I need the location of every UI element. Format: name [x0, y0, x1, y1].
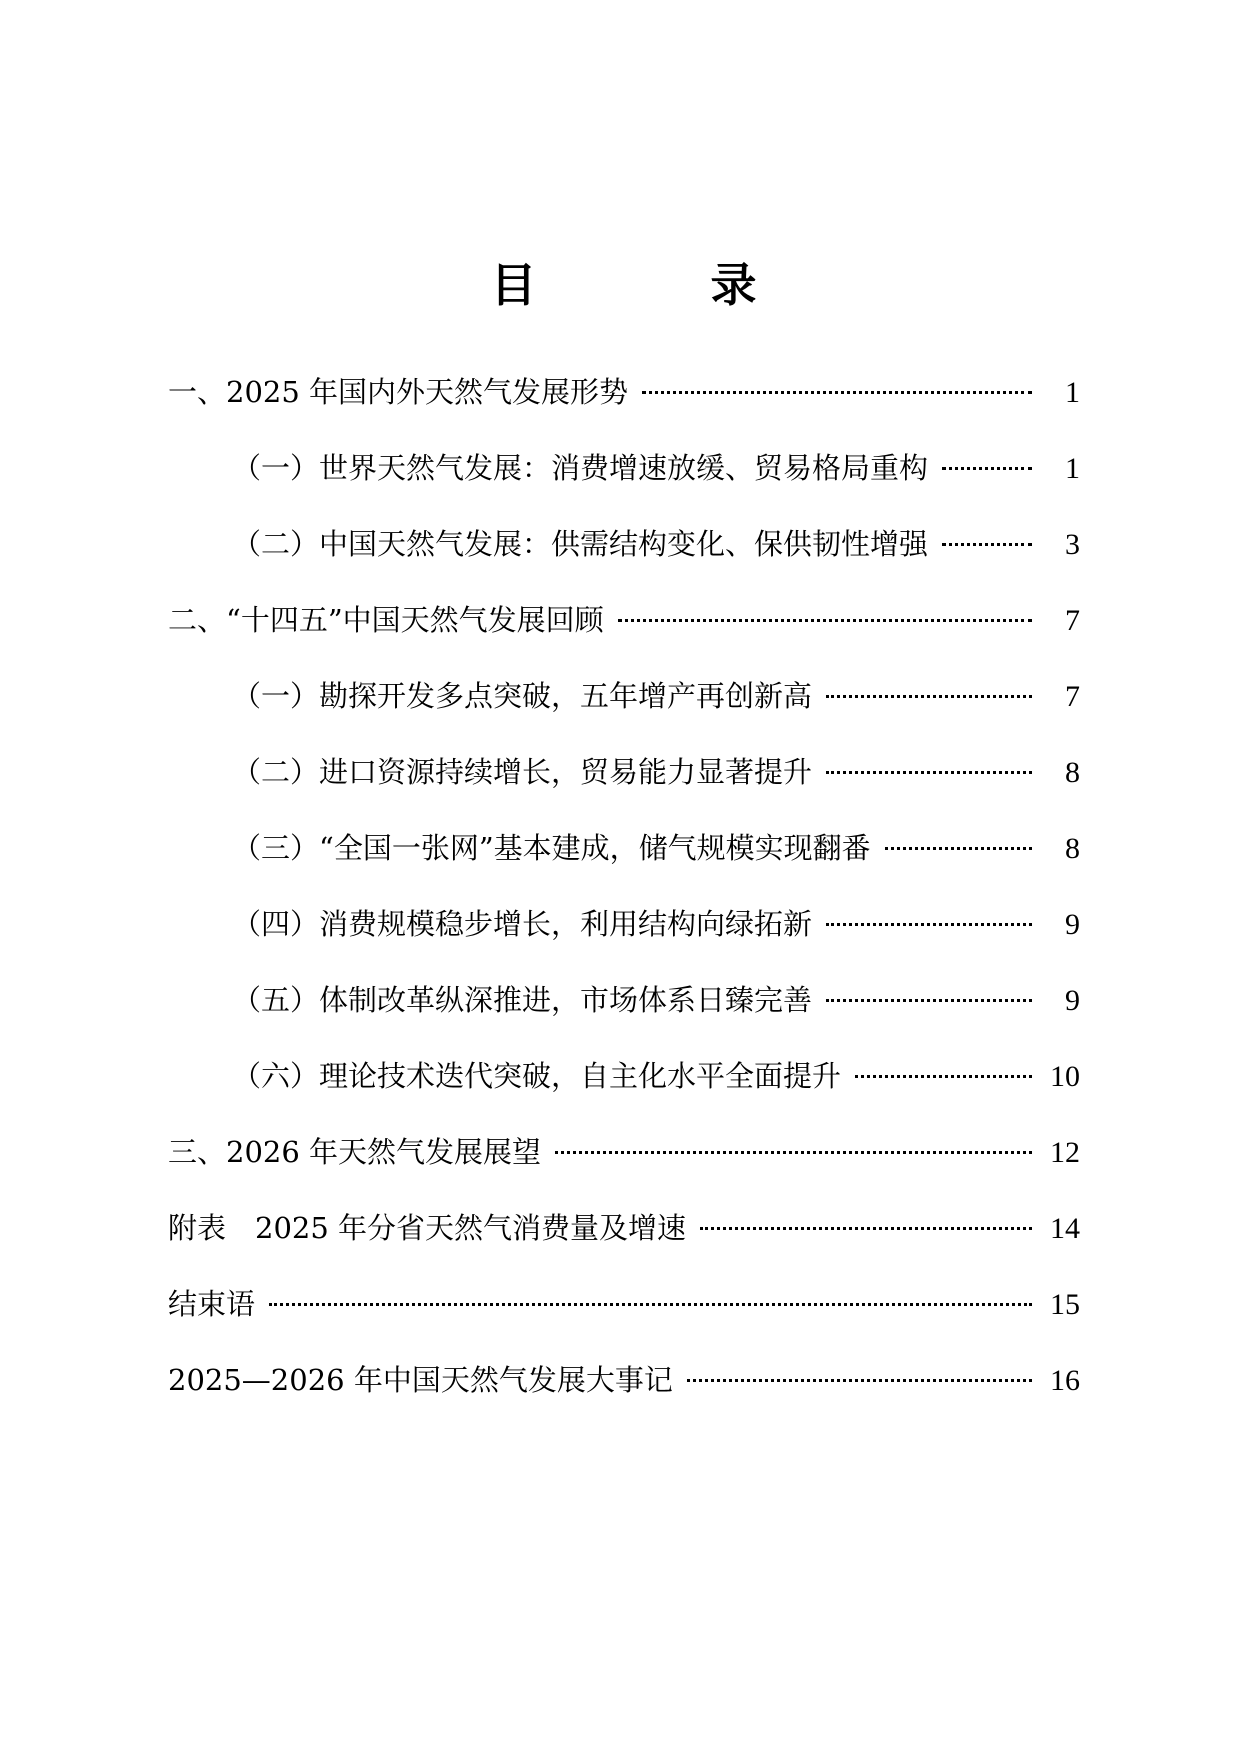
- dot-leader: [642, 391, 1032, 394]
- toc-entry[interactable]: [168, 372, 1080, 448]
- toc-entry-label: 二、“十四五”中国天然气发展回顾: [168, 603, 604, 637]
- toc-page-number: 16: [1050, 1364, 1080, 1397]
- toc-entry-label: （二）进口资源持续增长，贸易能力显著提升: [232, 755, 813, 789]
- toc-page-number: 10: [1050, 1060, 1080, 1093]
- toc-entry-label: （一）勘探开发多点突破，五年增产再创新高: [232, 679, 813, 713]
- dot-leader: [826, 695, 1032, 698]
- toc-entry-label: （三）“全国一张网”基本建成，储气规模实现翻番: [232, 831, 871, 865]
- dot-leader: [618, 619, 1032, 622]
- toc-entry-label: （一）世界天然气发展：消费增速放缓、贸易格局重构: [232, 451, 929, 485]
- toc-entry-label: 结束语: [168, 1287, 256, 1321]
- toc-page-number: 12: [1050, 1136, 1080, 1169]
- toc-page-number: 8: [1065, 756, 1080, 789]
- toc-page-number: 1: [1065, 452, 1080, 485]
- toc-entry-label: （四）消费规模稳步增长，利用结构向绿拓新: [232, 907, 813, 941]
- dot-leader: [855, 1075, 1032, 1078]
- dot-leader: [555, 1151, 1032, 1154]
- toc-entry[interactable]: [168, 752, 1080, 828]
- toc-entry-label: （五）体制改革纵深推进，市场体系日臻完善: [232, 983, 813, 1017]
- dot-leader: [826, 923, 1032, 926]
- dot-leader: [942, 543, 1032, 546]
- toc-entry[interactable]: [168, 1360, 1080, 1436]
- toc-page-number: 9: [1065, 908, 1080, 941]
- dot-leader: [687, 1379, 1032, 1382]
- toc-entry-label: 2025—2026 年中国天然气发展大事记: [168, 1363, 673, 1397]
- dot-leader: [885, 847, 1032, 850]
- toc-entry[interactable]: [168, 1132, 1080, 1208]
- dot-leader: [269, 1303, 1032, 1306]
- toc-page-number: 7: [1065, 680, 1080, 713]
- toc-page-number: 3: [1065, 528, 1080, 561]
- toc-entry[interactable]: [168, 1056, 1080, 1132]
- toc-page-number: 1: [1065, 376, 1080, 409]
- toc-entry[interactable]: [168, 1208, 1080, 1284]
- toc-entry[interactable]: [168, 1284, 1080, 1360]
- toc-entry[interactable]: [168, 448, 1080, 524]
- dot-leader: [700, 1227, 1032, 1230]
- toc-entry-label: （二）中国天然气发展：供需结构变化、保供韧性增强: [232, 527, 929, 561]
- toc-entry-label: 三、2026 年天然气发展展望: [168, 1135, 542, 1169]
- toc-entry[interactable]: [168, 676, 1080, 752]
- toc-entry[interactable]: [168, 980, 1080, 1056]
- toc-page-number: 9: [1065, 984, 1080, 1017]
- page-title: 目 录: [490, 258, 821, 312]
- toc-page-number: 7: [1065, 604, 1080, 637]
- toc-entry[interactable]: [168, 600, 1080, 676]
- toc-entry-label: 附表 2025 年分省天然气消费量及增速: [168, 1211, 687, 1245]
- dot-leader: [826, 771, 1032, 774]
- toc-entry-label: （六）理论技术迭代突破，自主化水平全面提升: [232, 1059, 842, 1093]
- toc-entry[interactable]: [168, 828, 1080, 904]
- toc-entry-label: 一、2025 年国内外天然气发展形势: [168, 375, 629, 409]
- toc-page-number: 14: [1050, 1212, 1080, 1245]
- toc-entry[interactable]: [168, 904, 1080, 980]
- toc-page-number: 15: [1050, 1288, 1080, 1321]
- toc-page-number: 8: [1065, 832, 1080, 865]
- dot-leader: [942, 467, 1032, 470]
- table-of-contents: [168, 372, 1080, 1436]
- toc-entry[interactable]: [168, 524, 1080, 600]
- dot-leader: [826, 999, 1032, 1002]
